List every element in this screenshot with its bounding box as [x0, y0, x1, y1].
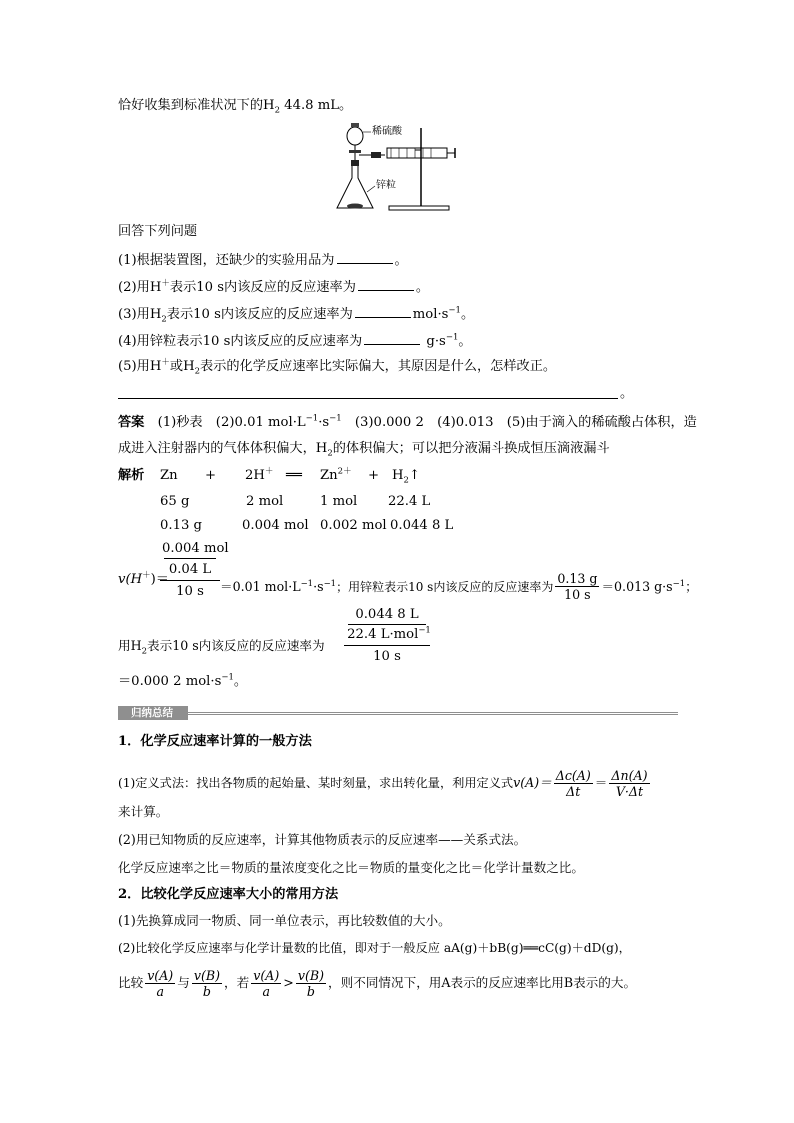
q5-c: 表示的化学反应速率比实际偏大，其原因是什么，怎样改正。 [200, 359, 557, 374]
intro-text: 恰好收集到标准状况下的H [118, 98, 275, 113]
p6-frac1 [145, 968, 175, 999]
row2-c3: 0.002 mol [320, 518, 387, 533]
p6-f1-den: a [156, 984, 164, 999]
row2-c2: 0.004 mol [242, 518, 309, 533]
question-3 [118, 305, 474, 323]
q4-tail-sup: −1 [445, 332, 459, 343]
calc2-den: 10 s [373, 649, 401, 664]
calc1-inner-bar [164, 558, 216, 559]
answer-line2-sub: 2 [327, 448, 333, 459]
eq-h [245, 468, 273, 484]
q4-a: (4)用锌粒表示10 s内该反应的反应速率为 [118, 334, 363, 349]
p6-if: ，若 [224, 975, 250, 990]
p6-with: 与 [177, 975, 190, 990]
q3-end: 。 [460, 307, 475, 322]
summary-f2-num: Δn(A) [611, 768, 648, 783]
eq-h-text: 2H [245, 468, 265, 483]
answer-mid: ·s [318, 415, 330, 430]
analysis-label: 解析 [118, 468, 145, 483]
calc1-f-den: 10 s [564, 587, 591, 602]
row2-c1: 0.13 g [160, 518, 202, 533]
summary-p1-v: v(A)＝ [513, 775, 552, 790]
q3-sub: 2 [161, 314, 167, 325]
p6-f4-den: b [306, 984, 315, 999]
summary-p3: 化学反应速率之比＝物质的量浓度变化之比＝物质的量变化之比＝化学计量数之比。 [118, 860, 584, 875]
result-line [118, 674, 247, 690]
eq-arrow: ══ [286, 468, 302, 483]
eq-zn2-sup: 2＋ [337, 466, 352, 477]
row1-c4: 22.4 L [388, 494, 431, 509]
eq-up: ↑ [408, 468, 420, 483]
summary-frac2 [609, 768, 649, 799]
question-5 [118, 359, 556, 375]
summary-tag [118, 706, 188, 720]
calc1-inner-den: 0.04 L [168, 562, 212, 577]
p6-f4-num: v(B) [297, 968, 325, 983]
q5-end: 。 [620, 386, 634, 401]
summary-p4: (1)先换算成同一物质、同一单位表示，再比较数值的大小。 [118, 913, 451, 928]
answer-line2-b: 的体积偏大；可以把分液漏斗换成恒压滴液漏斗 [332, 441, 610, 456]
calc1-result2-sup: −1 [672, 578, 686, 589]
calc1-lhs-text: v(H [118, 572, 143, 587]
q5-sub: 2 [194, 366, 201, 377]
summary-frac1 [554, 768, 593, 799]
summary-f1-num: Δc(A) [555, 768, 591, 783]
calc2-sub: 2 [141, 646, 147, 657]
q3-tail: mol·s [412, 307, 449, 322]
answer-label: 答案 [118, 415, 145, 430]
summary-rule [188, 712, 678, 715]
answer-line-5[interactable] [118, 398, 618, 399]
calc1-result: ＝0.01 mol·L [220, 579, 301, 594]
q2-sup: ＋ [161, 278, 170, 289]
calc1-result2: ＝0.013 g·s [601, 579, 673, 594]
row1-c1: 65 g [160, 494, 190, 509]
summary-p6-a: 比较 [118, 975, 144, 990]
calc2-inner-den-text: 22.4 L·mol [347, 627, 419, 642]
answer-p1: (1)秒表 (2)0.01 mol·L [157, 415, 306, 430]
calc2-text-b: 表示10 s内该反应的反应速率为 [147, 638, 325, 653]
summary-p2: (2)用已知物质的反应速率，计算其他物质表示的反应速率——关系式法。 [118, 832, 527, 847]
q5-a: (5)用H [118, 359, 162, 374]
eq-h2-sub: 2 [403, 475, 409, 486]
summary-p1 [118, 768, 652, 799]
blank-4[interactable] [364, 332, 420, 345]
calc1-main-bar [160, 580, 220, 581]
summary-heading-1: 1．化学反应速率计算的一般方法 [118, 734, 312, 749]
q3-b: 表示10 s内该反应的反应速率为 [166, 307, 353, 322]
row1-c2: 2 mol [246, 494, 284, 509]
p6-b: ，则不同情况下，用A表示的反应速率比用B表示的大。 [328, 975, 637, 990]
answer-sup1: −1 [305, 413, 319, 424]
calc1-rest [220, 572, 698, 603]
calc1-lhs-sup: ＋ [142, 570, 151, 581]
calc2-inner-num: 0.044 8 L [355, 607, 419, 622]
p6-gt: > [283, 975, 294, 990]
calc1-text: ；用锌粒表示10 s内该反应的反应速率为 [336, 580, 554, 594]
questions-heading: 回答下列问题 [118, 224, 198, 239]
answer-line2-a: 成进入注射器内的气体体积偏大，H [118, 441, 328, 456]
label-zinc: 锌粒 [376, 180, 396, 191]
calc2-inner-bar [348, 624, 426, 625]
p6-f1-num: v(A) [147, 968, 174, 983]
q3-tail-sup: −1 [448, 305, 461, 316]
q2-b: 表示10 s内该反应的反应速率为 [169, 280, 356, 295]
q1-tail: 。 [394, 253, 408, 268]
calc1-lhs-close: )＝ [150, 572, 169, 587]
q2-tail: 。 [415, 280, 430, 295]
blank-2[interactable] [358, 278, 414, 291]
calc1-inner-num: 0.004 mol [162, 541, 229, 556]
result-line-sup: −1 [221, 672, 234, 683]
answer-sup2: −1 [329, 413, 342, 424]
calc1-result2-end: ； [685, 579, 698, 594]
blank-1[interactable] [337, 251, 393, 264]
summary-p6 [118, 968, 636, 999]
summary-tag-text: 归纳总结 [131, 707, 173, 719]
eq-zn2 [320, 468, 352, 484]
eq-h2-text: H [392, 468, 404, 483]
calc1-sup1: −1 [300, 578, 314, 589]
intro-text-after: 44.8 mL。 [279, 98, 353, 113]
calc1-f-num: 0.13 g [557, 571, 598, 586]
q5-sup: ＋ [161, 357, 170, 368]
eq-h-sup: ＋ [264, 466, 274, 477]
summary-f1-den: Δt [566, 784, 581, 799]
q1-text: (1)根据装置图，还缺少的实验用品为 [118, 253, 335, 268]
blank-3[interactable] [355, 305, 411, 318]
answer-p2: (3)0.000 2 (4)0.013 (5)由于滴入的稀硫酸占体积，造 [341, 415, 697, 430]
p6-frac2 [192, 968, 222, 999]
intro-line [118, 98, 352, 114]
eq-zn2-text: Zn [320, 468, 338, 483]
p6-frac4 [296, 968, 326, 999]
summary-section-bar [118, 706, 678, 720]
calc2-inner-den-sup: −1 [418, 625, 431, 636]
summary-p1-eq: ＝ [594, 775, 608, 790]
row2-c4: 0.044 8 L [390, 518, 454, 533]
eq-zn: Zn [160, 468, 178, 483]
answer-line-1 [118, 415, 697, 431]
summary-p1-a: (1)定义式法：找出各物质的起始量、某时刻量，求出转化量，利用定义式 [118, 776, 514, 790]
answer-line-2 [118, 441, 610, 457]
q4-tail: g·s [422, 334, 446, 349]
q5-b: 或H [169, 359, 195, 374]
question-4 [118, 332, 472, 350]
intro-sub: 2 [274, 105, 280, 116]
result-line-text: ＝0.000 2 mol·s [118, 674, 222, 689]
q4-end: 。 [458, 334, 472, 349]
p6-f2-num: v(B) [193, 968, 221, 983]
result-line-end: 。 [233, 674, 248, 689]
label-dilute-acid: 稀硫酸 [372, 126, 402, 137]
p6-f3-den: a [262, 984, 270, 999]
summary-p5: (2)比较化学反应速率与化学计量数的比值，即对于一般反应 aA(g)＋bB(g)══cC(g)＋dD(g)， [118, 941, 631, 955]
q2-a: (2)用H [118, 280, 162, 295]
calc1-mid: ·s [313, 579, 324, 594]
calc2-inner-den [346, 627, 432, 643]
row1-c3: 1 mol [320, 494, 358, 509]
q3-a: (3)用H [118, 307, 162, 322]
summary-p1-b: 来计算。 [118, 804, 169, 819]
eq-plus1: + [205, 468, 217, 483]
question-1 [118, 251, 408, 269]
p6-f2-den: b [202, 984, 211, 999]
calc1-frac2 [555, 571, 599, 602]
calc2-text [118, 638, 325, 657]
summary-f2-den: V·Δt [615, 784, 644, 799]
p6-f3-num: v(A) [253, 968, 280, 983]
eq-h2 [392, 468, 420, 484]
question-2 [118, 278, 429, 296]
p6-frac3 [251, 968, 281, 999]
calc1-sup2: −1 [323, 578, 337, 589]
summary-heading-2: 2．比较化学反应速率大小的常用方法 [118, 887, 339, 902]
calc1-den: 10 s [176, 584, 204, 599]
eq-plus2: + [368, 468, 380, 483]
calc2-main-bar [344, 645, 430, 646]
calc2-text-a: 用H [118, 638, 142, 653]
